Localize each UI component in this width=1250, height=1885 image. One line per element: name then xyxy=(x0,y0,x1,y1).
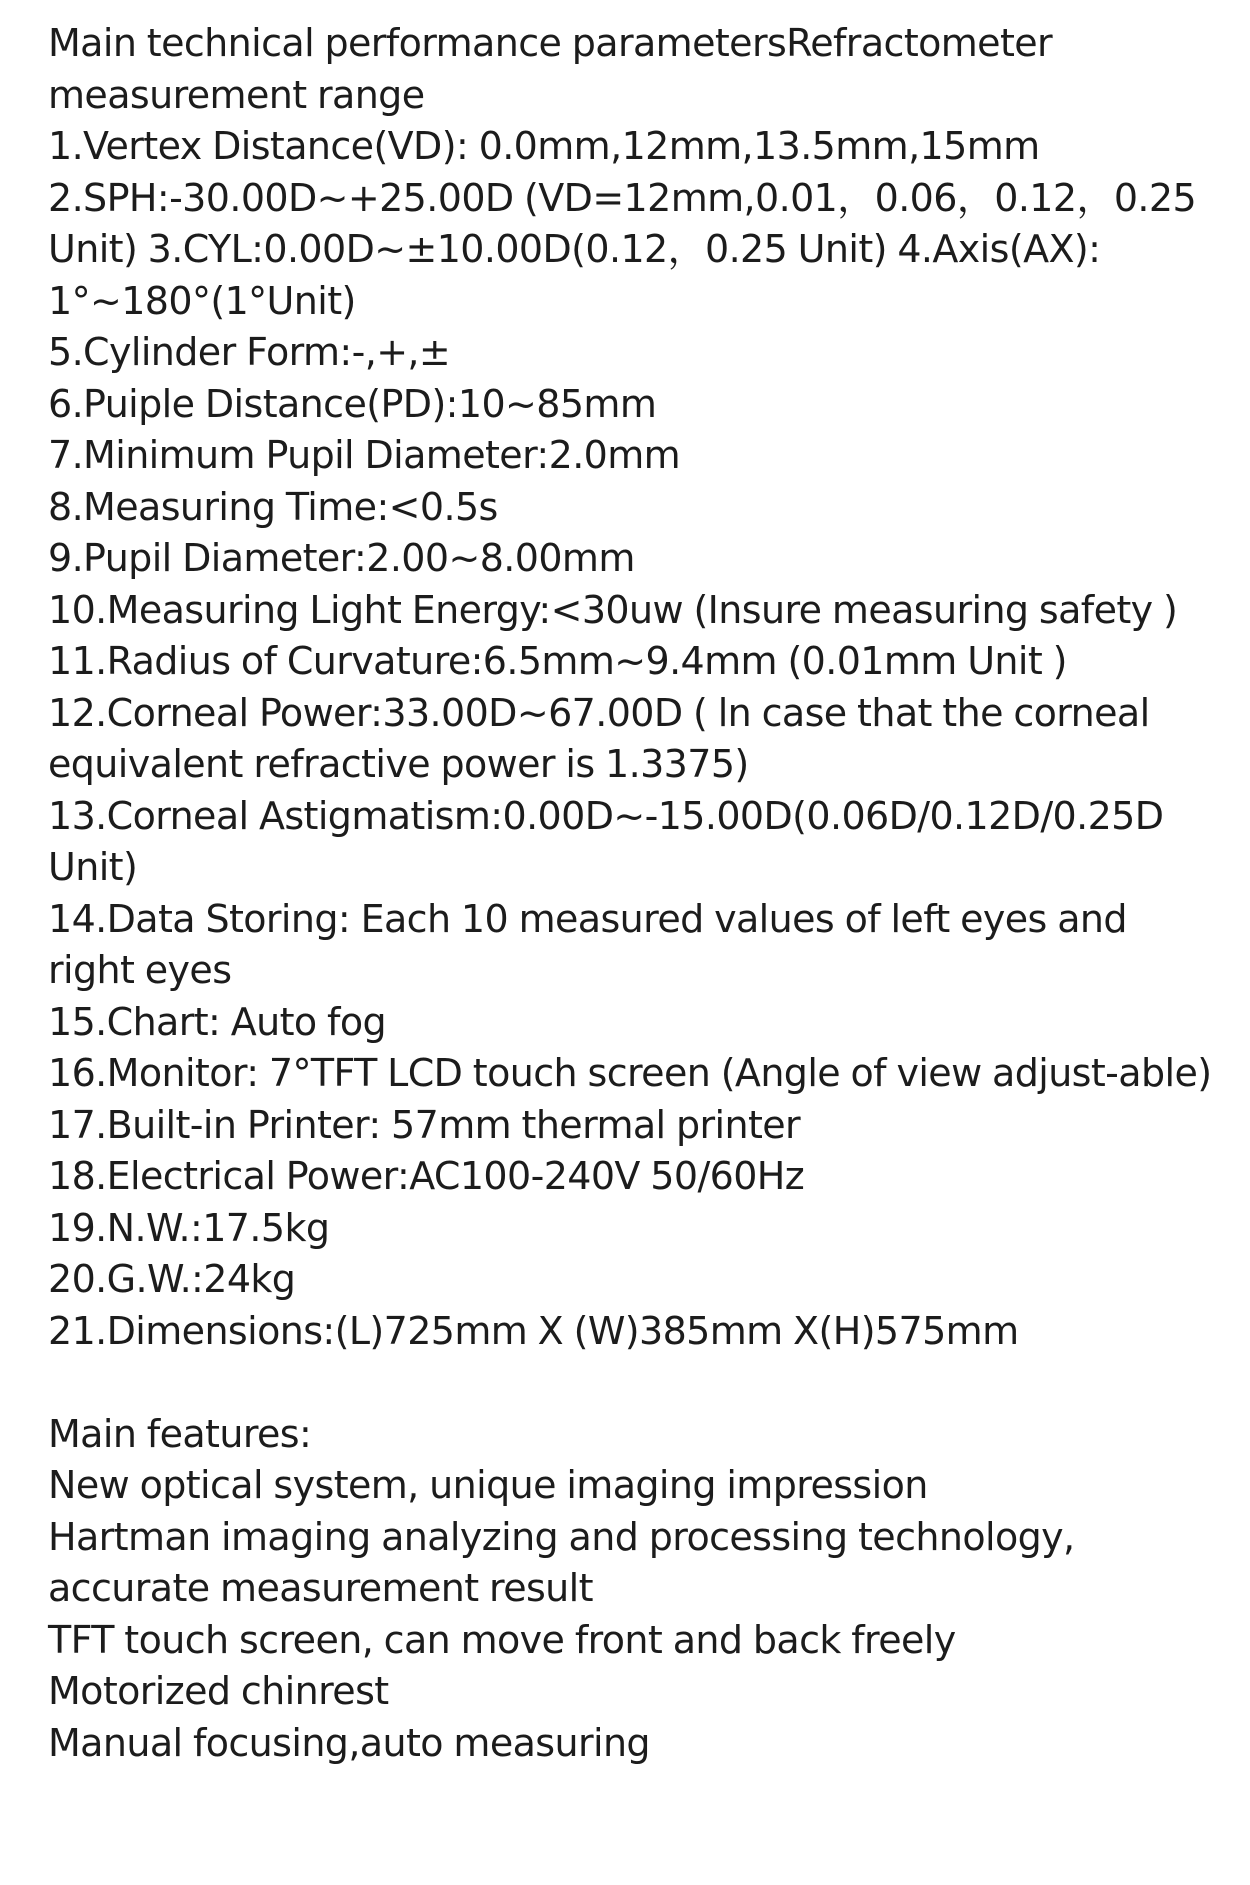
spec-item-5: 5.Cylinder Form:-,+,± xyxy=(48,330,451,374)
feature-item: TFT touch screen, can move front and back freely xyxy=(48,1617,956,1662)
spec-item-7: 7.Minimum Pupil Diameter:2.0mm xyxy=(48,433,681,477)
spec-item-12: 12.Corneal Power:33.00D~67.00D ( ln case that the corneal equivalent refractive power is 1.3375) xyxy=(48,690,1150,786)
spec-item-15: 15.Chart: Auto fog xyxy=(48,999,386,1044)
feature-item: New optical system, unique imaging impression xyxy=(48,1463,928,1507)
spec-item-19: 19.N.W.:17.5kg xyxy=(48,1205,330,1250)
spec-item-16: 16.Monitor: 7°TFT LCD touch screen (Angle of view adjust-able) xyxy=(48,1051,1212,1095)
spec-item-20: 20.G.W.:24kg xyxy=(48,1257,296,1301)
section-spacer xyxy=(48,1357,1218,1409)
document-body xyxy=(48,18,1218,1769)
spec-item-13: 13.Corneal Astigmatism:0.00D~-15.00D(0.06D/0.12D/0.25D Unit) xyxy=(48,793,1164,889)
spec-item-9: 9.Pupil Diameter:2.00~8.00mm xyxy=(48,536,635,580)
spec-item-21: 21.Dimensions:(L)725mm X (W)385mm X(H)575mm xyxy=(48,1308,1019,1353)
feature-item: Hartman imaging analyzing and processing technology, accurate measurement result xyxy=(48,1514,1075,1610)
spec-item-11: 11.Radius of Curvature:6.5mm~9.4mm (0.01mm Unit ) xyxy=(48,639,1067,683)
spec-item-2: 2.SPH:-30.00D~+25.00D (VD=12mm,0.01，0.06，0.12，0.25 Unit) 3.CYL:0.00D~±10.00D(0.12，0.25 Unit) 4.Axis(AX): 1°~180°(1°Unit) xyxy=(48,175,1197,323)
specs-heading: Main technical performance parametersRefractometer measurement range xyxy=(48,21,1053,117)
feature-item: Motorized chinrest xyxy=(48,1669,389,1713)
spec-item-10: 10.Measuring Light Energy:<30uw (Insure measuring safety ) xyxy=(48,587,1178,632)
spec-item-8: 8.Measuring Time:<0.5s xyxy=(48,484,498,529)
spec-item-6: 6.Puiple Distance(PD):10~85mm xyxy=(48,381,657,426)
spec-item-18: 18.Electrical Power:AC100-240V 50/60Hz xyxy=(48,1154,805,1198)
spec-item-17: 17.Built-in Printer: 57mm thermal printer xyxy=(48,1102,801,1147)
features-heading: Main features: xyxy=(48,1411,312,1456)
spec-item-1: 1.Vertex Distance(VD): 0.0mm,12mm,13.5mm,15mm xyxy=(48,124,1040,168)
feature-item: Manual focusing,auto measuring xyxy=(48,1720,650,1765)
spec-item-14: 14.Data Storing: Each 10 measured values of left eyes and right eyes xyxy=(48,896,1127,992)
